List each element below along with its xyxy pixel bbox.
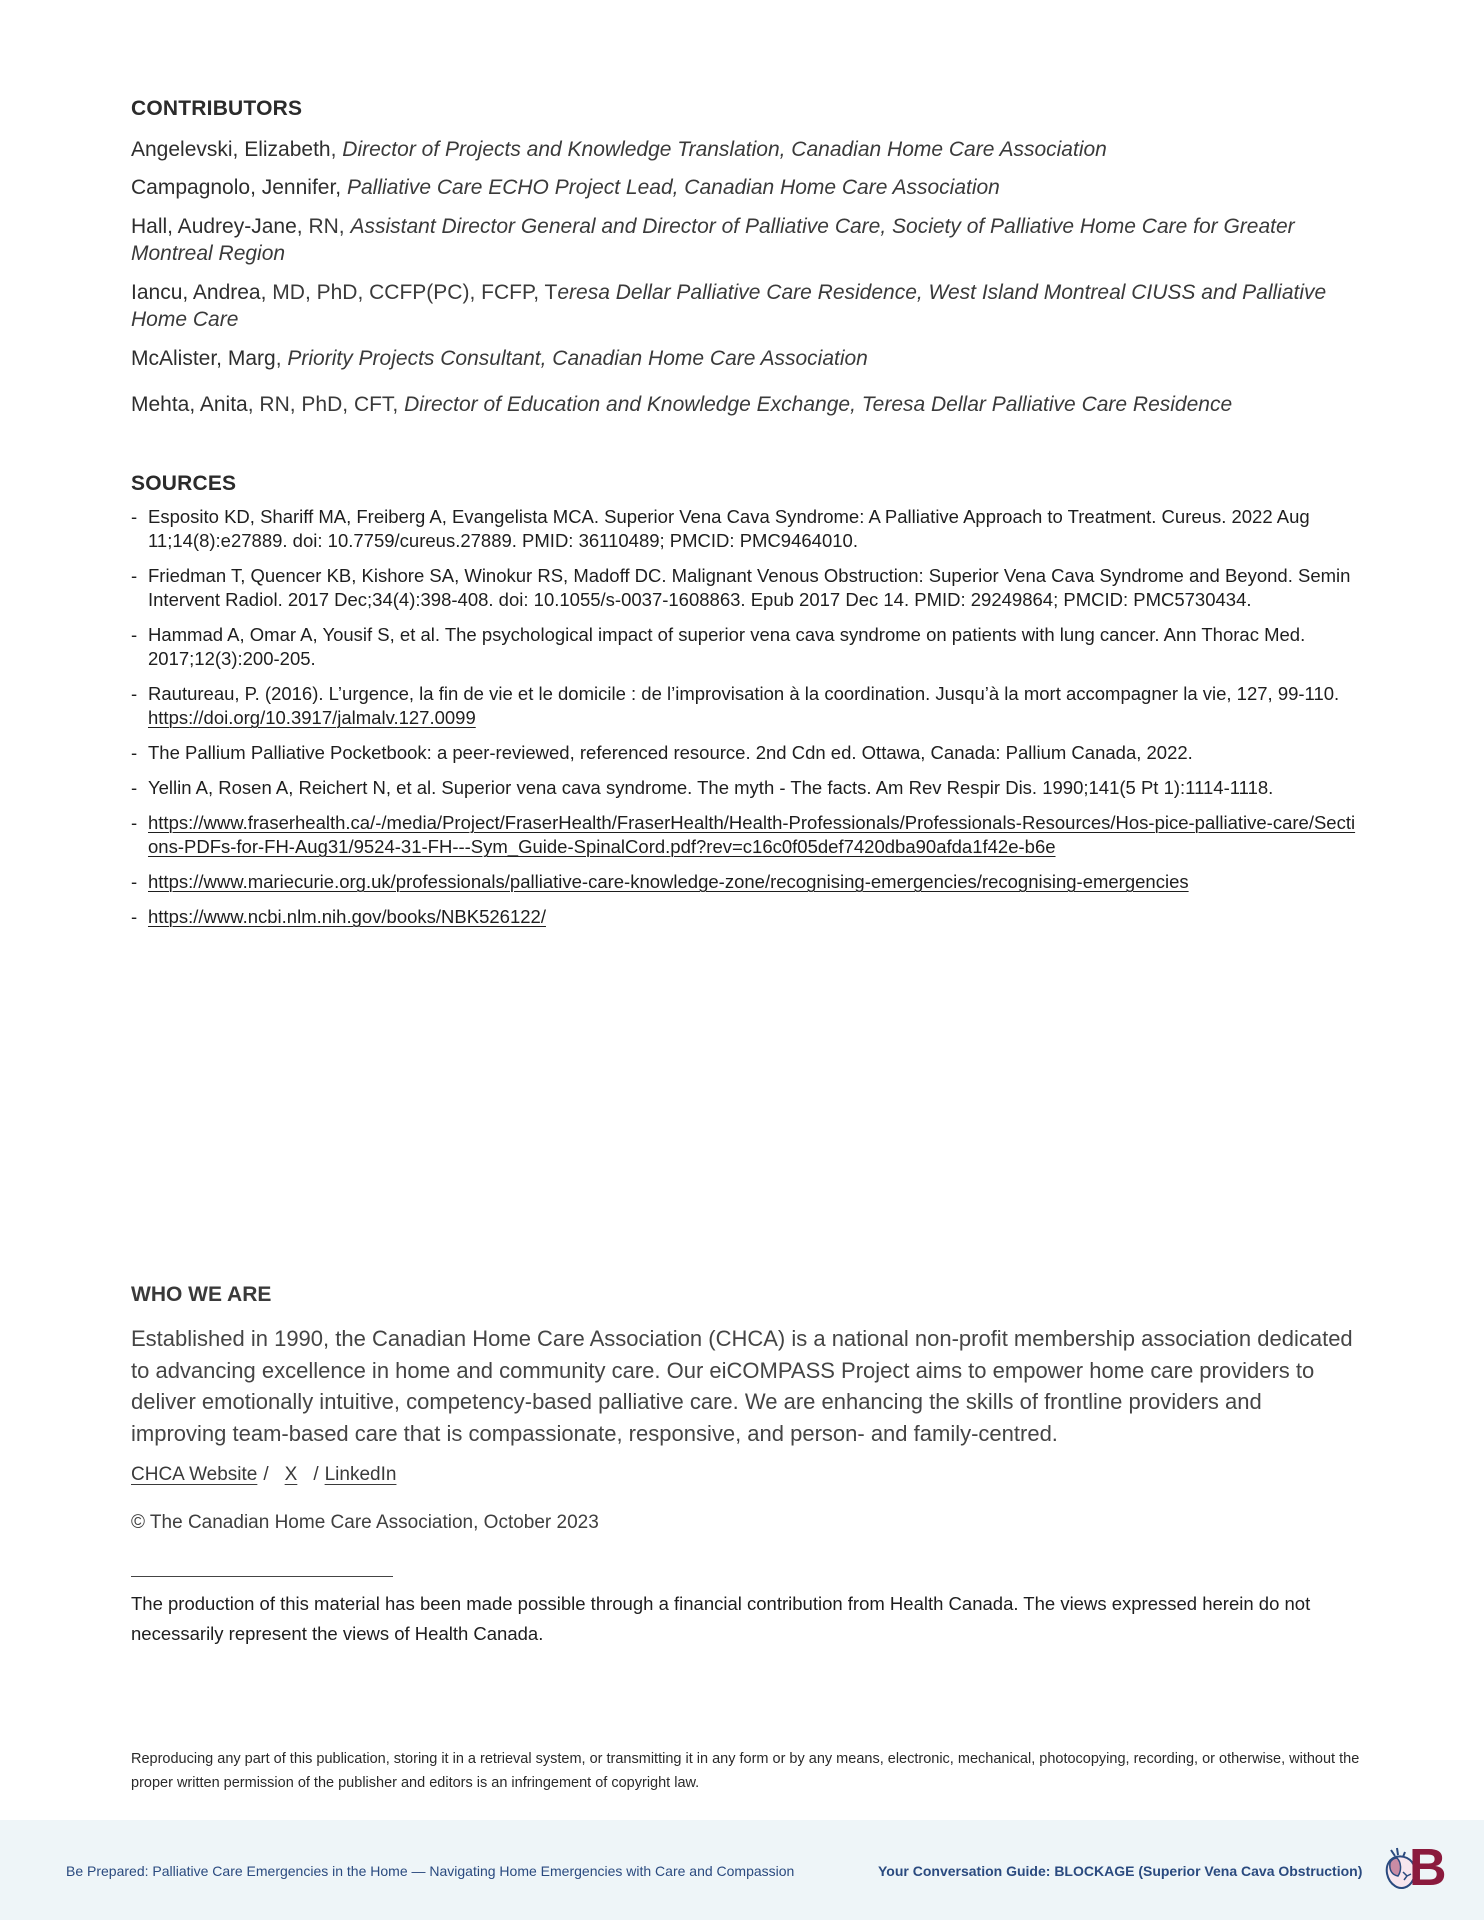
who-we-are-title: WHO WE ARE bbox=[131, 1283, 272, 1306]
source-text: The Pallium Palliative Pocketbook: a peer-reviewed, referenced resource. 2nd Cdn ed. Ottawa, Canada: Pallium Canada, 2022. bbox=[148, 742, 1193, 763]
funding-note: The production of this material has been made possible through a financial contribution from Health Canada. The views expressed herein do not necessarily represent the views of Health Canada. bbox=[131, 1593, 1311, 1644]
contributor-name: McAlister, Marg bbox=[131, 347, 276, 370]
contributor-role: Assistant Director General and Director of Palliative Care, Society of Palliative Home Care for Greater Montreal Region bbox=[131, 215, 1295, 265]
contributor-item: McAlister, Marg, Priority Projects Consultant, Canadian Home Care Association bbox=[131, 347, 868, 370]
x-link[interactable]: X bbox=[284, 1464, 298, 1485]
bullet-dash: - bbox=[131, 871, 138, 892]
bullet-dash: - bbox=[131, 906, 138, 927]
source-text: Yellin A, Rosen A, Reichert N, et al. Superior vena cava syndrome. The myth - The facts. Am Rev Respir Dis. 1990;141(5 Pt 1):1114-1118. bbox=[148, 777, 1274, 798]
source-link-fraserhealth[interactable]: https://www.fraserhealth.ca/-/media/Project/FraserHealth/FraserHealth/Health-Professionals/Professionals-Resources/Hos-pice-palliative-care/Sections-PDFs-for-FH-Aug31/9524-31-FH---Sym_Guide-SpinalCord.pdf?rev=c16c0f05def7420dba90afda1f42e-b6e bbox=[148, 812, 1356, 857]
contributor-role: eresa Dellar Palliative Care Residence, West Island Montreal CIUSS and Palliative Home Care bbox=[131, 281, 1327, 331]
who-we-are-body: Established in 1990, the Canadian Home Care Association (CHCA) is a national non-profit membership association dedicated to advancing excellence in home and community care. Our eiCOMPASS Project aims to empower home care providers to deliver emotionally intuitive, competency-based palliative care. We are enhancing the skills of frontline providers and improving team-based care that is compassionate, responsive, and person- and family-centred. bbox=[131, 1326, 1353, 1446]
source-item bbox=[131, 623, 1361, 671]
source-text: Rautureau, P. (2016). L’urgence, la fin de vie et le domicile : de l’improvisation à la coordination. Jusqu’à la mort accompagner la vie, 127, 99-110. bbox=[148, 683, 1340, 704]
source-text: Esposito KD, Shariff MA, Freiberg A, Evangelista MCA. Superior Vena Cava Syndrome: A Palliative Approach to Treatment. Cureus. 2022 Aug 11;14(8):e27889. doi: 10.7759/cureus.27889. PMID: 36110489; PMCID: PMC9464010. bbox=[148, 506, 1310, 551]
contributor-role: Priority Projects Consultant, Canadian Home Care Association bbox=[287, 347, 868, 370]
source-text: Friedman T, Quencer KB, Kishore SA, Winokur RS, Madoff DC. Malignant Venous Obstruction: Superior Vena Cava Syndrome and Beyond. Semin Intervent Radiol. 2017 Dec;34(4):398-408. doi: 10.1055/s-0037-1608863. Epub 2017 Dec 14. PMID: 29249864; PMCID: PMC5730434. bbox=[148, 565, 1351, 610]
link-separator: / bbox=[263, 1464, 269, 1485]
contributor-item bbox=[131, 279, 1331, 333]
source-link-mariecurie[interactable]: https://www.mariecurie.org.uk/professionals/palliative-care-knowledge-zone/recognising-emergencies/recognising-emergencies bbox=[148, 871, 1189, 892]
footer-guide-title: Your Conversation Guide: BLOCKAGE (Superior Vena Cava Obstruction) bbox=[878, 1863, 1363, 1879]
bullet-dash: - bbox=[131, 506, 138, 527]
contributor-role: Director of Projects and Knowledge Translation, Canadian Home Care Association bbox=[342, 138, 1107, 161]
contributor-name: Campagnolo, Jennifer, bbox=[131, 176, 342, 199]
contributor-name: Hall, Audrey-Jane, bbox=[131, 215, 303, 238]
social-links bbox=[131, 1464, 396, 1486]
copyright-notice: © The Canadian Home Care Association, October 2023 bbox=[131, 1512, 599, 1533]
bullet-dash: - bbox=[131, 812, 138, 833]
bullet-dash: - bbox=[131, 624, 138, 645]
source-link-ncbi[interactable]: https://www.ncbi.nlm.nih.gov/books/NBK526122/ bbox=[148, 906, 546, 927]
contributor-item bbox=[131, 174, 1331, 201]
page-footer bbox=[0, 1820, 1484, 1920]
source-item bbox=[131, 905, 1361, 929]
bullet-dash: - bbox=[131, 742, 138, 763]
legal-note: Reproducing any part of this publication, storing it in a retrieval system, or transmitting it in any form or by any means, electronic, mechanical, photocopying, recording, or otherwise, without the proper written permission of the publisher and editors is an infringement of copyright law. bbox=[131, 1751, 1360, 1791]
contributor-credentials: RN, PhD, CFT, bbox=[259, 393, 399, 416]
contributor-role: Director of Education and Knowledge Exchange, Teresa Dellar Palliative Care Residence bbox=[404, 393, 1233, 416]
source-item bbox=[131, 776, 1361, 800]
source-item bbox=[131, 505, 1361, 553]
sources-title: SOURCES bbox=[131, 472, 237, 495]
bullet-dash: - bbox=[131, 683, 138, 704]
link-separator: / bbox=[313, 1464, 319, 1485]
contributor-credentials: RN, bbox=[308, 215, 345, 238]
source-item bbox=[131, 741, 1361, 765]
bullet-dash: - bbox=[131, 777, 138, 798]
chca-website-link[interactable]: CHCA Website bbox=[131, 1464, 258, 1485]
source-item bbox=[131, 811, 1361, 859]
source-text: Hammad A, Omar A, Yousif S, et al. The psychological impact of superior vena cava syndrome on patients with lung cancer. Ann Thorac Med. 2017;12(3):200-205. bbox=[148, 624, 1306, 669]
contributor-item: Mehta, Anita, RN, PhD, CFT, Director of Education and Knowledge Exchange, Teresa Dellar Palliative Care Residence bbox=[131, 393, 1233, 416]
source-item bbox=[131, 564, 1361, 612]
contributor-name: Mehta, Anita bbox=[131, 393, 248, 416]
linkedin-link[interactable]: LinkedIn bbox=[324, 1464, 397, 1485]
contributor-item bbox=[131, 213, 1331, 267]
contributor-role: Palliative Care ECHO Project Lead, Canadian Home Care Association bbox=[346, 176, 1000, 199]
contributor-name: Iancu, Andrea, bbox=[131, 281, 267, 304]
contributor-item: Angelevski, Elizabeth, Director of Projects and Knowledge Translation, Canadian Home Care Association bbox=[131, 138, 1107, 161]
sources-list bbox=[131, 505, 1361, 940]
bullet-dash: - bbox=[131, 565, 138, 586]
contributor-name: Angelevski, Elizabeth bbox=[131, 138, 331, 161]
source-item bbox=[131, 870, 1361, 894]
contributor-credentials: MD, PhD, CCFP(PC), FCFP, T bbox=[272, 281, 558, 304]
footnote-divider bbox=[131, 1576, 393, 1577]
badge-letter: B bbox=[1409, 1839, 1447, 1897]
source-item bbox=[131, 682, 1361, 730]
source-link[interactable]: https://doi.org/10.3917/jalmalv.127.0099 bbox=[148, 707, 476, 728]
blockage-badge bbox=[1383, 1839, 1453, 1897]
footer-series-title: Be Prepared: Palliative Care Emergencies in the Home — Navigating Home Emergencies with Care and Compassion bbox=[66, 1863, 795, 1879]
contributors-title: CONTRIBUTORS bbox=[131, 97, 303, 120]
